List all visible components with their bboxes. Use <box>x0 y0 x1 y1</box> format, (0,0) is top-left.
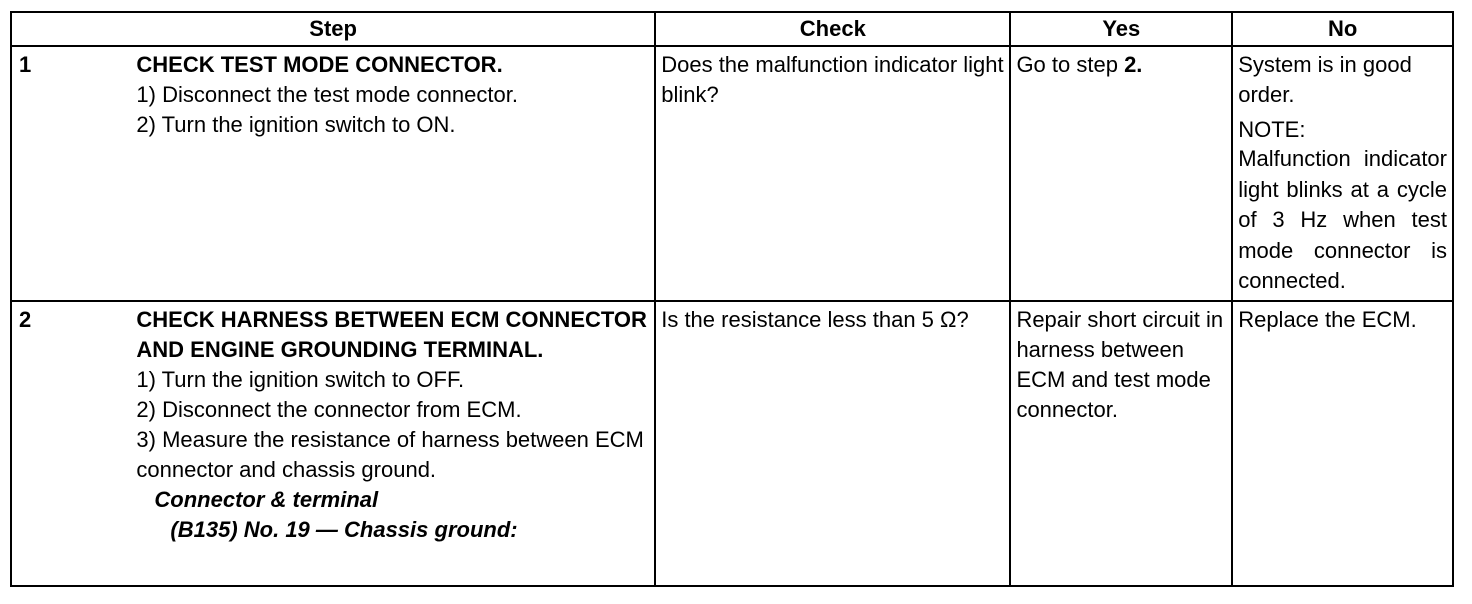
note-text: Malfunction indicator light blinks at a cycle of 3 Hz when test mode connector is connected. <box>1238 146 1447 293</box>
header-check: Check <box>655 12 1010 46</box>
header-yes: Yes <box>1010 12 1232 46</box>
step-cell <box>131 46 655 301</box>
step-number: 2 <box>11 301 131 586</box>
step-cell <box>131 301 655 586</box>
header-row <box>11 12 1453 46</box>
yes-text: Go to step <box>1016 52 1125 77</box>
no-cell <box>1232 46 1453 301</box>
step-line: 2) Turn the ignition switch to ON. <box>136 112 456 137</box>
step-title: CHECK HARNESS BETWEEN ECM CONNECTOR AND ENGINE GROUNDING TERMINAL. <box>136 307 647 362</box>
yes-cell <box>1010 46 1232 301</box>
note-label: NOTE: <box>1238 117 1306 142</box>
step-line: 1) Disconnect the test mode connector. <box>136 82 518 107</box>
header-no: No <box>1232 12 1453 46</box>
table-row <box>11 301 1453 586</box>
no-cell: Replace the ECM. <box>1232 301 1453 586</box>
no-text: System is in good order. <box>1238 52 1412 107</box>
step-line: 2) Disconnect the connector from ECM. <box>136 397 522 422</box>
step-line: 1) Turn the ignition switch to OFF. <box>136 367 465 392</box>
yes-step-ref: 2. <box>1124 52 1143 77</box>
check-cell: Does the malfunction indicator light blink? <box>655 46 1010 301</box>
step-line: 3) Measure the resistance of harness between ECM connector and chassis ground. <box>136 427 644 482</box>
step-number: 1 <box>11 46 131 301</box>
spec-value: (B135) No. 19 — Chassis ground: <box>170 517 518 542</box>
yes-cell: Repair short circuit in harness between ECM and test mode connector. <box>1010 301 1232 586</box>
header-step: Step <box>11 12 655 46</box>
procedure-table <box>10 11 1454 587</box>
step-title: CHECK TEST MODE CONNECTOR. <box>136 52 503 77</box>
spec-label: Connector & terminal <box>154 487 379 512</box>
table-row <box>11 46 1453 301</box>
check-cell: Is the resistance less than 5 Ω? <box>655 301 1010 586</box>
